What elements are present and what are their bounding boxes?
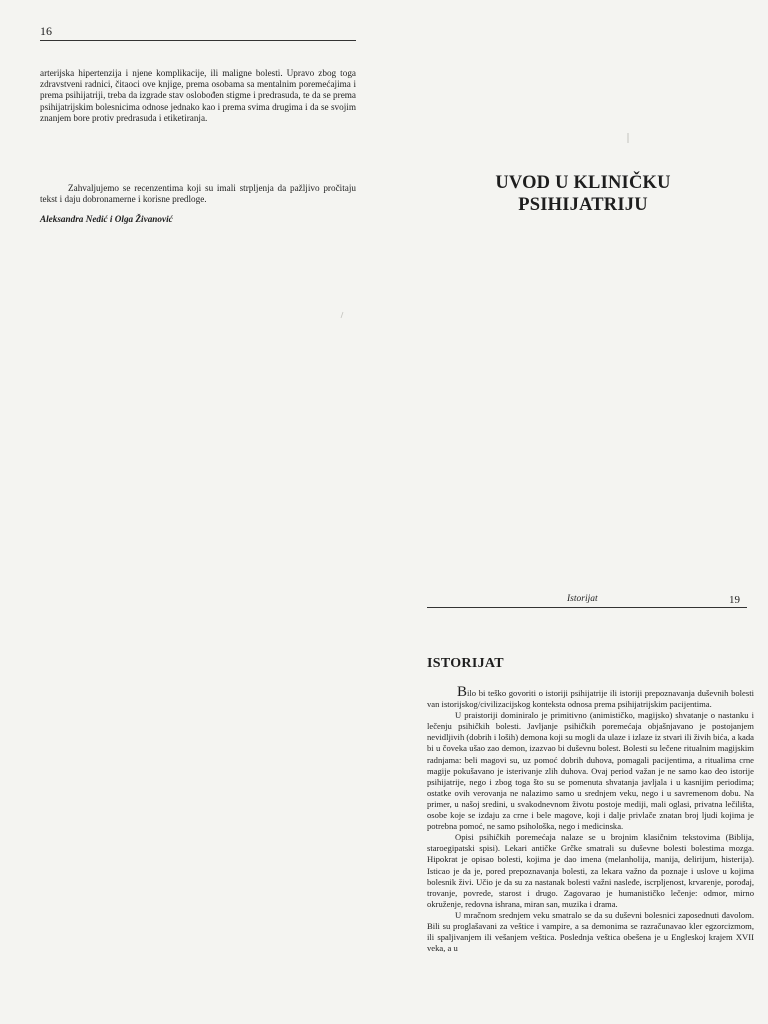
acknowledgements-text: Zahvaljujemo se recenzentima koji su imali strpljenja da pažljivo pročitaju tekst i daju dobronamerne i korisne predloge. xyxy=(40,183,356,205)
body-paragraph-4: U mračnom srednjem veku smatralo se da su duševni bolesnici zaposednuti đavolom. Bili su proglašavani za veštice i vampire, a sa demonima se razračunavao kler egzorcizmom, ili spaljivanjem ili vešanjem veštica. Poslednja veštica obešena je u Engleskoj krajem XVII veka, a u xyxy=(427,909,754,954)
body-paragraph-2: U praistoriji dominiralo je primitivno (animističko, magijsko) shvatanje o nastanku i lečenju psihičkih bolesti. Javljanje psihičkih poremećaja objašnjavano je postojanjem nevidljivih (dobrih i loših) demona koji su mogli da ulaze i izlaze iz stvari ili živih bića, a kada bi u čoveka ušao zao demon, izazvao bi duševnu bolest. Bolesti su lečene ritualnim magijskim radnjama: beli magovi su, uz pomoć dobrih duhova, pomagali pacijentima, a ritualima crne magije pokušavano je isterivanje zlih duhova. Ovaj period važan je ne samo kao deo istorije psihijatrije, nego i zbog toga što su se pomenuta shvatanja javljala i u kasnijim periodima; ostatke ovih verovanja ne nalazimo samo u srednjem veku, nego i u savremenom dobu. Na primer, u našoj sredini, u svakodnevnom životu postoje mediji, mali oglasi, privatna lečilišta, osobe koje se izdaju za crne i bele magove, koji i dalje privlače znatan broj ljudi kojima je potrebna pomoć, ne samo psihološka, nego i medicinska. xyxy=(427,710,754,832)
left-body-text xyxy=(40,68,356,124)
chapter-title xyxy=(456,172,710,216)
drop-cap: B xyxy=(457,684,468,700)
author-signature: Aleksandra Nedić i Olga Živanović xyxy=(40,214,173,224)
section-title: ISTORIJAT xyxy=(427,656,504,671)
body-paragraph-1-text: ilo bi teško govoriti o istoriji psihijatrije ili istoriji prepoznavanja duševnih bolesti van istorijskog/civilizacijskog konteksta odnosa prema psihijatrijskim pacijentima. xyxy=(427,688,754,710)
chapter-title-line-2: PSIHIJATRIJU xyxy=(518,195,648,215)
page-number-left: 16 xyxy=(40,24,52,38)
chapter-title-line-1: UVOD U KLINIČKU xyxy=(495,173,671,193)
right-body-text xyxy=(427,684,754,954)
body-paragraph-3: Opisi psihičkih poremećaja nalaze se u brojnim klasičnim tekstovima (Biblija, staroegipatski spisi). Lekari antičke Grčke smatrali su duševne bolesti bolestima mozga. Hipokrat je opisao bolesti, kojima je dao imena (melanholija, manija, delirijum, histerija). Isticao je da je, pored prepoznavanja bolesti, za lekara važno da poznaje i uslove u kojima bolesnik živi. Učio je da su za nastanak bolesti važni nasleđe, iscrpljenost, krvarenje, porođaj, trovanje, povrede, starost i drugo. Zagovarao je humanističko lečenje: odmor, mirno okruženje, redovna ishrana, miran san, muzika i drama. xyxy=(427,832,754,909)
body-paragraph-1 xyxy=(427,684,754,710)
running-head: Istorijat xyxy=(567,594,598,604)
scan-speck xyxy=(341,312,343,318)
header-rule-right xyxy=(427,607,747,608)
acknowledgements xyxy=(40,183,356,205)
page-number-right: 19 xyxy=(729,594,740,606)
header-rule-left xyxy=(40,40,356,41)
left-paragraph: arterijska hipertenzija i njene komplikacije, ili maligne bolesti. Upravo zbog toga zdravstveni radnici, čitaoci ove knjige, prema osobama sa mentalnim poremećajima i prema psihijatriji, treba da izgrade stav oslobođen stigme i predrasuda, te da se prema psihijatrijskim bolesnicima odnose jednako kao i prema svima drugima i da se svojim znanjem bore protiv predrasuda i etiketiranja. xyxy=(40,68,356,123)
